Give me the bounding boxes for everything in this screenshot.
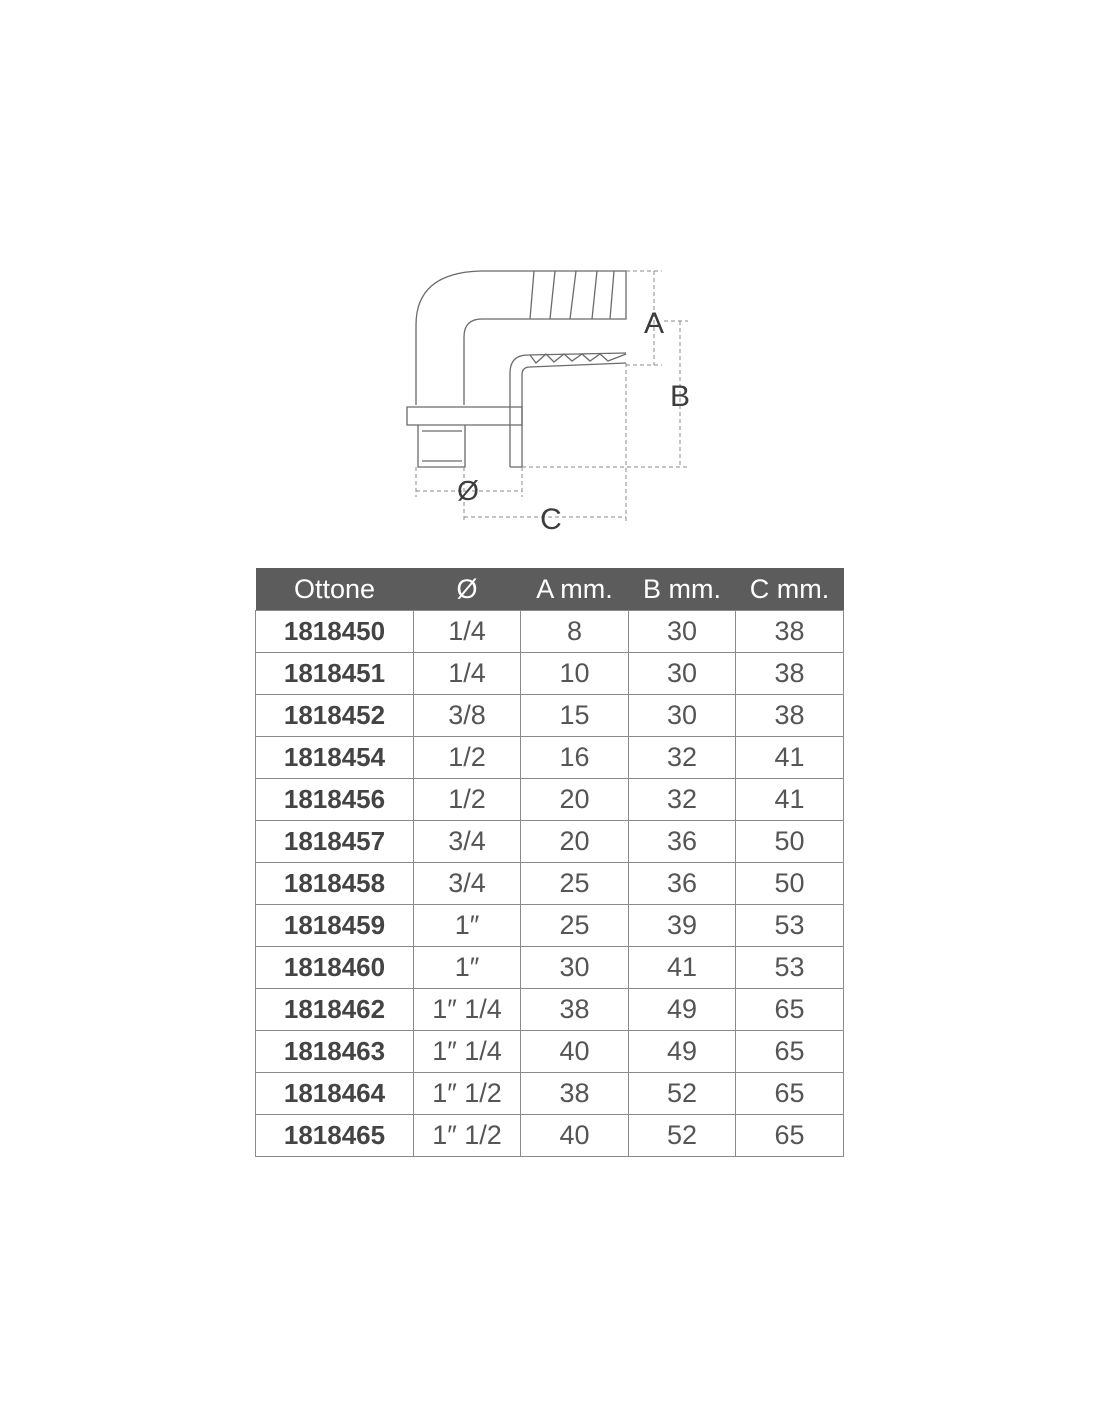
c-mm-cell: 53 [736,947,844,989]
code-cell: 1818451 [256,653,414,695]
diameter-cell: 1″ [414,947,521,989]
b-mm-cell: 39 [629,905,736,947]
diameter-cell: 1/2 [414,737,521,779]
a-mm-cell: 16 [521,737,629,779]
c-mm-cell: 41 [736,737,844,779]
diameter-cell: 3/8 [414,695,521,737]
c-mm-cell: 38 [736,611,844,653]
table-row [256,1115,844,1157]
c-mm-cell: 50 [736,863,844,905]
c-mm-cell: 53 [736,905,844,947]
diameter-cell: 1″ 1/2 [414,1115,521,1157]
code-cell: 1818463 [256,1031,414,1073]
section-wall [510,363,626,467]
code-cell: 1818458 [256,863,414,905]
b-mm-cell: 30 [629,695,736,737]
code-cell: 1818459 [256,905,414,947]
a-mm-cell: 25 [521,905,629,947]
b-mm-cell: 32 [629,737,736,779]
a-mm-cell: 20 [521,779,629,821]
b-mm-cell: 41 [629,947,736,989]
header-ottone: Ottone [256,568,414,611]
b-mm-cell: 30 [629,611,736,653]
a-mm-cell: 30 [521,947,629,989]
b-mm-cell: 52 [629,1115,736,1157]
diameter-cell: 1/4 [414,611,521,653]
table-body [256,611,844,1157]
c-mm-cell: 65 [736,1073,844,1115]
diameter-cell: 1″ 1/2 [414,1073,521,1115]
table-row [256,905,844,947]
code-cell: 1818450 [256,611,414,653]
code-cell: 1818452 [256,695,414,737]
a-mm-cell: 10 [521,653,629,695]
code-cell: 1818462 [256,989,414,1031]
c-mm-cell: 50 [736,821,844,863]
table-row [256,1073,844,1115]
dim-c-label: C [540,503,562,536]
code-cell: 1818465 [256,1115,414,1157]
a-mm-cell: 38 [521,989,629,1031]
dim-b-label: B [669,380,691,413]
code-cell: 1818454 [256,737,414,779]
elbow-outer-outline [416,271,522,405]
a-mm-cell: 25 [521,863,629,905]
b-mm-cell: 32 [629,779,736,821]
dim-a-label: A [643,307,665,340]
c-mm-cell: 38 [736,653,844,695]
a-mm-cell: 40 [521,1115,629,1157]
code-cell: 1818457 [256,821,414,863]
diameter-cell: 1/2 [414,779,521,821]
spec-table [255,568,844,1157]
table-row [256,821,844,863]
c-mm-cell: 41 [736,779,844,821]
b-mm-cell: 30 [629,653,736,695]
c-mm-cell: 65 [736,1115,844,1157]
diameter-cell: 1″ 1/4 [414,1031,521,1073]
b-mm-cell: 49 [629,1031,736,1073]
dim-diameter-label: Ø [457,475,479,506]
code-cell: 1818460 [256,947,414,989]
c-mm-cell: 38 [736,695,844,737]
table-row [256,737,844,779]
header-diameter: Ø [414,568,521,611]
header-c-mm: C mm. [736,568,844,611]
table-row [256,695,844,737]
diameter-cell: 1″ 1/4 [414,989,521,1031]
code-cell: 1818464 [256,1073,414,1115]
table-row [256,653,844,695]
elbow-inner-outline [464,319,510,405]
b-mm-cell: 49 [629,989,736,1031]
c-mm-cell: 65 [736,1031,844,1073]
a-mm-cell: 38 [521,1073,629,1115]
table-row [256,611,844,653]
table-row [256,779,844,821]
code-cell: 1818456 [256,779,414,821]
diameter-cell: 3/4 [414,821,521,863]
diameter-cell: 1″ [414,905,521,947]
table-header-row [256,568,844,611]
a-mm-cell: 20 [521,821,629,863]
table-row [256,1031,844,1073]
a-mm-cell: 15 [521,695,629,737]
elbow-fitting-diagram [370,255,710,555]
diameter-cell: 1/4 [414,653,521,695]
c-mm-cell: 65 [736,989,844,1031]
a-mm-cell: 40 [521,1031,629,1073]
hex-nut [407,407,522,425]
b-mm-cell: 36 [629,821,736,863]
table-row [256,947,844,989]
hose-barb [510,271,626,363]
diameter-cell: 3/4 [414,863,521,905]
table-row [256,989,844,1031]
header-b-mm: B mm. [629,568,736,611]
b-mm-cell: 52 [629,1073,736,1115]
a-mm-cell: 8 [521,611,629,653]
b-mm-cell: 36 [629,863,736,905]
header-a-mm: A mm. [521,568,629,611]
table-row [256,863,844,905]
